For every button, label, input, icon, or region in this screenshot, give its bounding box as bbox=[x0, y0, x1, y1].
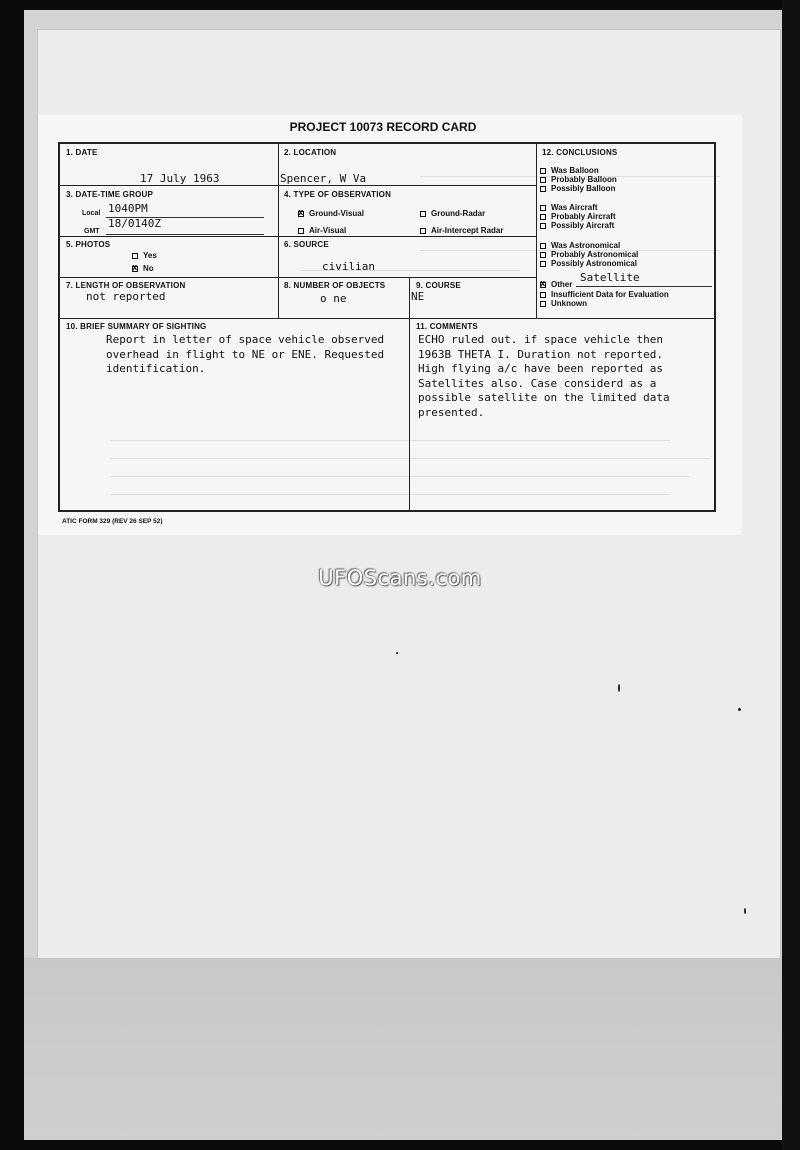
checkbox-icon bbox=[540, 243, 546, 249]
local-label: Local bbox=[82, 210, 101, 217]
brief-summary-line: identification. bbox=[106, 362, 206, 375]
scan-speck bbox=[744, 908, 746, 914]
conclusion-other-value: Satellite bbox=[580, 271, 640, 284]
conclusion-possibly-balloon: Possibly Balloon bbox=[540, 184, 615, 193]
comments-line: presented. bbox=[418, 405, 485, 419]
checkbox-icon bbox=[540, 214, 546, 220]
number-of-objects-label: 8. NUMBER OF OBJECTS bbox=[284, 281, 386, 290]
comments-line: High flying a/c have been reported as bbox=[418, 362, 664, 375]
scan-lower-area bbox=[24, 958, 784, 1140]
conclusions-label: 12. CONCLUSIONS bbox=[542, 148, 618, 157]
checkbox-icon bbox=[540, 252, 546, 258]
conclusion-was-balloon: Was Balloon bbox=[540, 166, 599, 175]
gmt-label: GMT bbox=[84, 228, 100, 235]
option-ground-visual: xGround-Visual bbox=[298, 209, 364, 218]
location-label: 2. LOCATION bbox=[284, 148, 337, 157]
scan-speck bbox=[396, 652, 398, 654]
date-time-group-label: 3. DATE-TIME GROUP bbox=[66, 190, 154, 199]
checkbox-icon bbox=[540, 292, 546, 298]
photos-label: 5. PHOTOS bbox=[66, 240, 111, 249]
checkbox-icon bbox=[420, 228, 426, 234]
checkbox-checked-icon bbox=[540, 282, 546, 288]
scan-speck bbox=[618, 684, 620, 692]
checkbox-icon bbox=[540, 205, 546, 211]
record-form bbox=[58, 142, 716, 512]
brief-summary-line: overhead in flight to NE or ENE. Requested bbox=[106, 347, 385, 361]
date-label: 1. DATE bbox=[66, 148, 98, 157]
length-of-observation-value: not reported bbox=[86, 290, 166, 303]
conclusion-was-astronomical: Was Astronomical bbox=[540, 241, 620, 250]
conclusion-possibly-astronomical: Possibly Astronomical bbox=[540, 259, 637, 268]
comments-line: 1963B THETA I. Duration not reported. bbox=[418, 347, 664, 361]
course-label: 9. COURSE bbox=[416, 281, 461, 290]
option-air-visual: Air-Visual bbox=[298, 226, 346, 235]
type-of-observation-label: 4. TYPE OF OBSERVATION bbox=[284, 190, 392, 199]
option-photos-yes: Yes bbox=[132, 251, 157, 260]
comments-label: 11. COMMENTS bbox=[416, 322, 478, 331]
option-photos-no: xNo bbox=[132, 264, 154, 273]
local-time-value: 1040PM bbox=[108, 202, 148, 215]
brief-summary-label: 10. BRIEF SUMMARY OF SIGHTING bbox=[66, 322, 207, 331]
conclusion-was-aircraft: Was Aircraft bbox=[540, 203, 598, 212]
course-value: NE bbox=[411, 290, 425, 303]
form-number: ATIC FORM 329 (REV 26 SEP 52) bbox=[62, 518, 163, 525]
checkbox-icon bbox=[540, 301, 546, 307]
checkbox-icon bbox=[540, 177, 546, 183]
checkbox-icon bbox=[132, 253, 138, 259]
checkbox-icon bbox=[540, 168, 546, 174]
conclusion-other: xOther bbox=[540, 280, 572, 289]
checkbox-checked-icon bbox=[298, 211, 304, 217]
conclusion-insufficient-data: Insufficient Data for Evaluation bbox=[540, 290, 669, 299]
location-value: Spencer, W Va bbox=[280, 172, 367, 185]
watermark: UFOScans.com bbox=[318, 566, 482, 590]
checkbox-icon bbox=[540, 261, 546, 267]
source-value: civilian bbox=[322, 260, 375, 273]
comments-line: ECHO ruled out. if space vehicle then bbox=[418, 333, 664, 346]
date-value: 17 July 1963 bbox=[140, 172, 220, 185]
checkbox-icon bbox=[420, 211, 426, 217]
checkbox-icon bbox=[540, 186, 546, 192]
option-ground-radar: Ground-Radar bbox=[420, 209, 485, 218]
conclusion-probably-aircraft: Probably Aircraft bbox=[540, 212, 616, 221]
conclusion-unknown: Unknown bbox=[540, 299, 587, 308]
scan-speck bbox=[738, 708, 741, 711]
card-title: PROJECT 10073 RECORD CARD bbox=[289, 120, 477, 134]
gmt-time-value: 18/0140Z bbox=[108, 217, 161, 230]
conclusion-probably-astronomical: Probably Astronomical bbox=[540, 250, 638, 259]
checkbox-icon bbox=[298, 228, 304, 234]
checkbox-checked-icon bbox=[132, 266, 138, 272]
number-of-objects-value: o ne bbox=[320, 292, 347, 305]
length-of-observation-label: 7. LENGTH OF OBSERVATION bbox=[66, 281, 186, 290]
brief-summary-line: Report in letter of space vehicle observed bbox=[106, 333, 385, 346]
conclusion-possibly-aircraft: Possibly Aircraft bbox=[540, 221, 614, 230]
source-label: 6. SOURCE bbox=[284, 240, 329, 249]
option-air-intercept-radar: Air-Intercept Radar bbox=[420, 226, 503, 235]
comments-line: possible satellite on the limited data bbox=[418, 391, 670, 404]
conclusion-probably-balloon: Probably Balloon bbox=[540, 175, 617, 184]
checkbox-icon bbox=[540, 223, 546, 229]
comments-line: Satellites also. Case considerd as a bbox=[418, 376, 657, 390]
